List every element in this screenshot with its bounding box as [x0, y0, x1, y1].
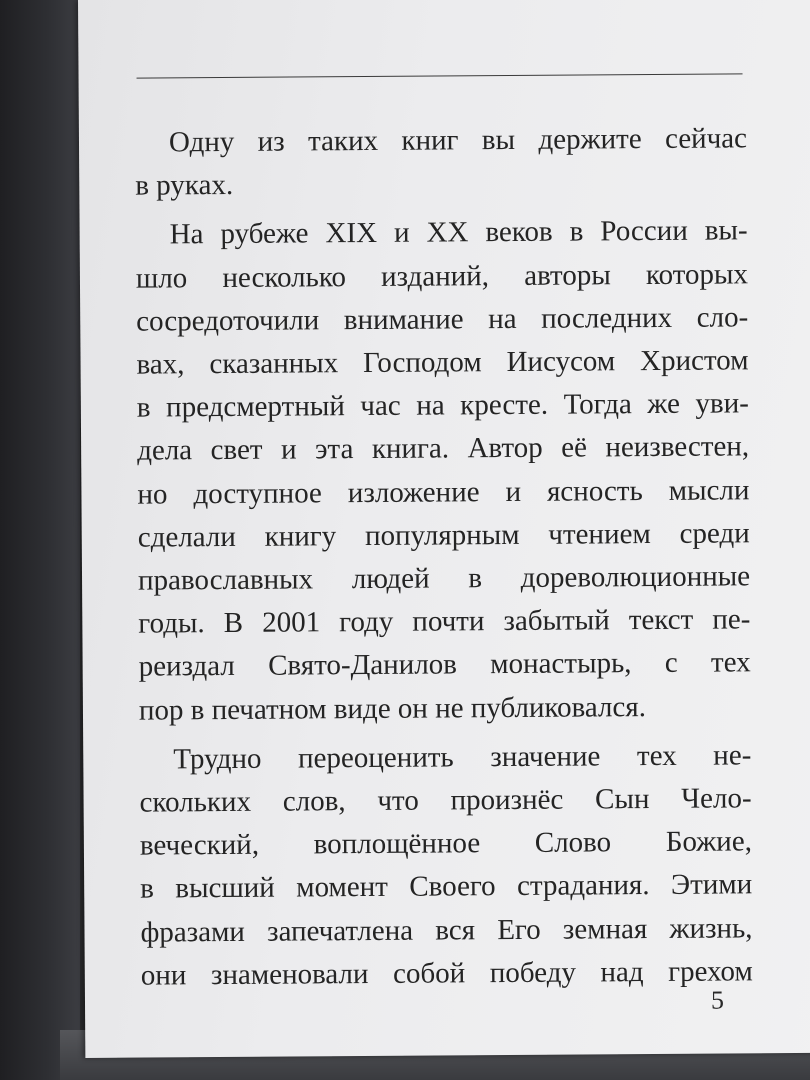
text-line: но доступное изложение и ясность мысли [137, 473, 750, 511]
text-line: вах, сказанных Господом Иисусом Христом [136, 344, 749, 381]
text-line: православных людей в дореволюционные [137, 560, 751, 597]
text-line: Одну из таких книг вы держите сейчас [168, 122, 748, 159]
text-line: дела свет и эта книга. Автор её неизвестен, [137, 430, 750, 468]
header-rule [137, 73, 743, 78]
paragraph-3 [139, 734, 753, 997]
text-line: реиздал Свято-Данилов монастырь, с тех [138, 646, 751, 684]
body-text [135, 117, 753, 1003]
paragraph-1 [135, 117, 748, 208]
text-line: Трудно переоценить значение тех не- [173, 739, 752, 776]
text-line: сделали книгу популярным чтением среди [137, 517, 750, 554]
page-number: 5 [710, 985, 725, 1015]
text-line: в высший момент Своего страдания. Этими [140, 868, 753, 906]
text-line: в предсмертный час на кресте. Тогда же уви- [136, 387, 749, 424]
text-line: фразами запечатлена вся Его земная жизнь, [140, 911, 753, 949]
text-line: они знаменовали собой победу над грехом [140, 955, 753, 992]
text-line: пор в печатном виде он не публиковался. [138, 690, 647, 727]
text-line: шло несколько изданий, авторы которых [135, 257, 749, 295]
text-line: сосредоточили внимание на последних сло- [136, 301, 749, 338]
text-line: годы. В 2001 году почти забытый текст пе- [138, 603, 751, 640]
text-line: в руках. [135, 169, 234, 202]
paragraph-2 [135, 210, 751, 733]
book-page [78, 0, 810, 1058]
book-left-edge [0, 0, 80, 1080]
text-line: На рубеже XIX и XX веков в России вы- [169, 214, 748, 251]
text-line: веческий, воплощённое Слово Божие, [139, 825, 753, 862]
text-line: скольких слов, что произнёс Сын Чело- [139, 782, 752, 819]
